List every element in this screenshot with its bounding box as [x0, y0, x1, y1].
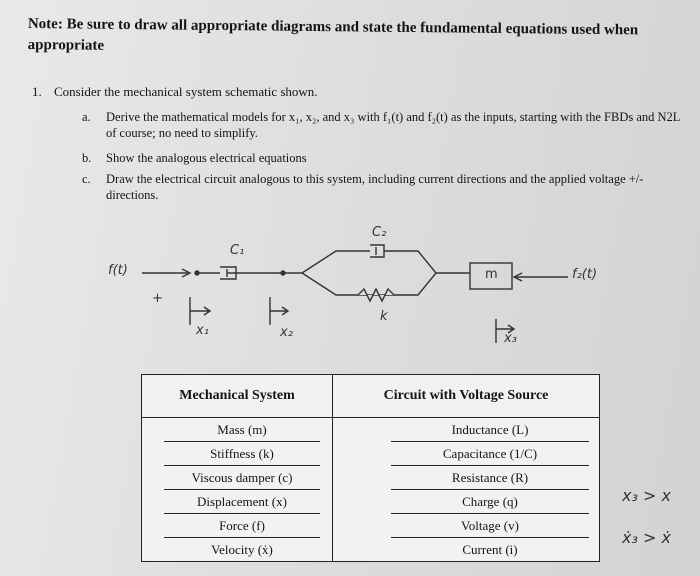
table-cell: Mass (m)	[164, 418, 320, 442]
question-intro: Consider the mechanical system schematic shown.	[54, 84, 318, 99]
table-cell: Displacement (x)	[164, 490, 320, 514]
x1-marker	[190, 297, 210, 325]
c1-label: C₁	[230, 243, 245, 258]
table-cell: Current (i)	[462, 542, 518, 557]
item-text: Draw the electrical circuit analogous to this system, including current directions and the applied voltage +/- directions.	[106, 172, 644, 202]
question-item-c	[82, 171, 681, 203]
table-header-row	[142, 375, 600, 418]
table-cell: Capacitance (1/C)	[391, 442, 589, 466]
question-item-a	[82, 109, 686, 141]
circuit-list	[391, 418, 589, 561]
header-circuit: Circuit with Voltage Source	[333, 375, 600, 418]
table-cell: Force (f)	[164, 514, 320, 538]
item-text: Show the analogous electrical equations	[106, 151, 307, 165]
mechanical-list	[164, 418, 326, 561]
analogy-table	[141, 374, 600, 562]
mechanical-column	[142, 418, 333, 562]
plus-sign: +	[152, 291, 163, 306]
question-number: 1.	[32, 84, 42, 99]
schematic-drawing	[90, 215, 650, 355]
table-cell: Resistance (R)	[391, 466, 589, 490]
f2-label: f₂(t)	[572, 267, 598, 282]
handwritten-note-displacement: x₃ > x	[622, 486, 671, 505]
f1-label: f(t)	[108, 263, 128, 278]
item-letter: c.	[82, 172, 91, 186]
table-cell: Viscous damper (c)	[164, 466, 320, 490]
parallel-frame	[302, 251, 436, 295]
node-x1	[195, 271, 199, 275]
mass-label: m	[485, 267, 498, 282]
c2-label: C₂	[372, 225, 387, 240]
table-cell: Charge (q)	[391, 490, 589, 514]
k-spring	[358, 289, 394, 301]
x2-marker	[270, 297, 288, 325]
table-cell: Stiffness (k)	[164, 442, 320, 466]
c2-cylinder	[370, 245, 384, 257]
table-body-row	[142, 418, 600, 562]
item-text: Derive the mathematical models for x₁, x₂, and x₃ with f₁(t) and f₂(t) as the inputs, starting with the FBDs and N2L of course; no need to simplify.	[106, 110, 680, 140]
header-mechanical: Mechanical System	[142, 375, 333, 418]
circuit-column	[333, 418, 600, 562]
mechanical-schematic	[90, 215, 650, 355]
table-cell: Inductance (L)	[391, 418, 589, 442]
handwritten-note-velocity: ẋ₃ > ẋ	[622, 528, 671, 547]
node-x2	[281, 271, 285, 275]
k-label: k	[380, 309, 388, 324]
x2-label: x₂	[280, 325, 293, 340]
item-letter: b.	[82, 151, 92, 165]
table-cell: Velocity (ẋ)	[211, 542, 273, 557]
question-item-b	[82, 150, 307, 166]
note-text: Note: Be sure to draw all appropriate diagrams and state the fundamental equations used when appropriate	[27, 15, 639, 54]
item-letter: a.	[82, 110, 91, 124]
x3-label: x₃	[504, 331, 517, 346]
x1-label: x₁	[196, 323, 209, 338]
table-cell: Voltage (v)	[391, 514, 589, 538]
